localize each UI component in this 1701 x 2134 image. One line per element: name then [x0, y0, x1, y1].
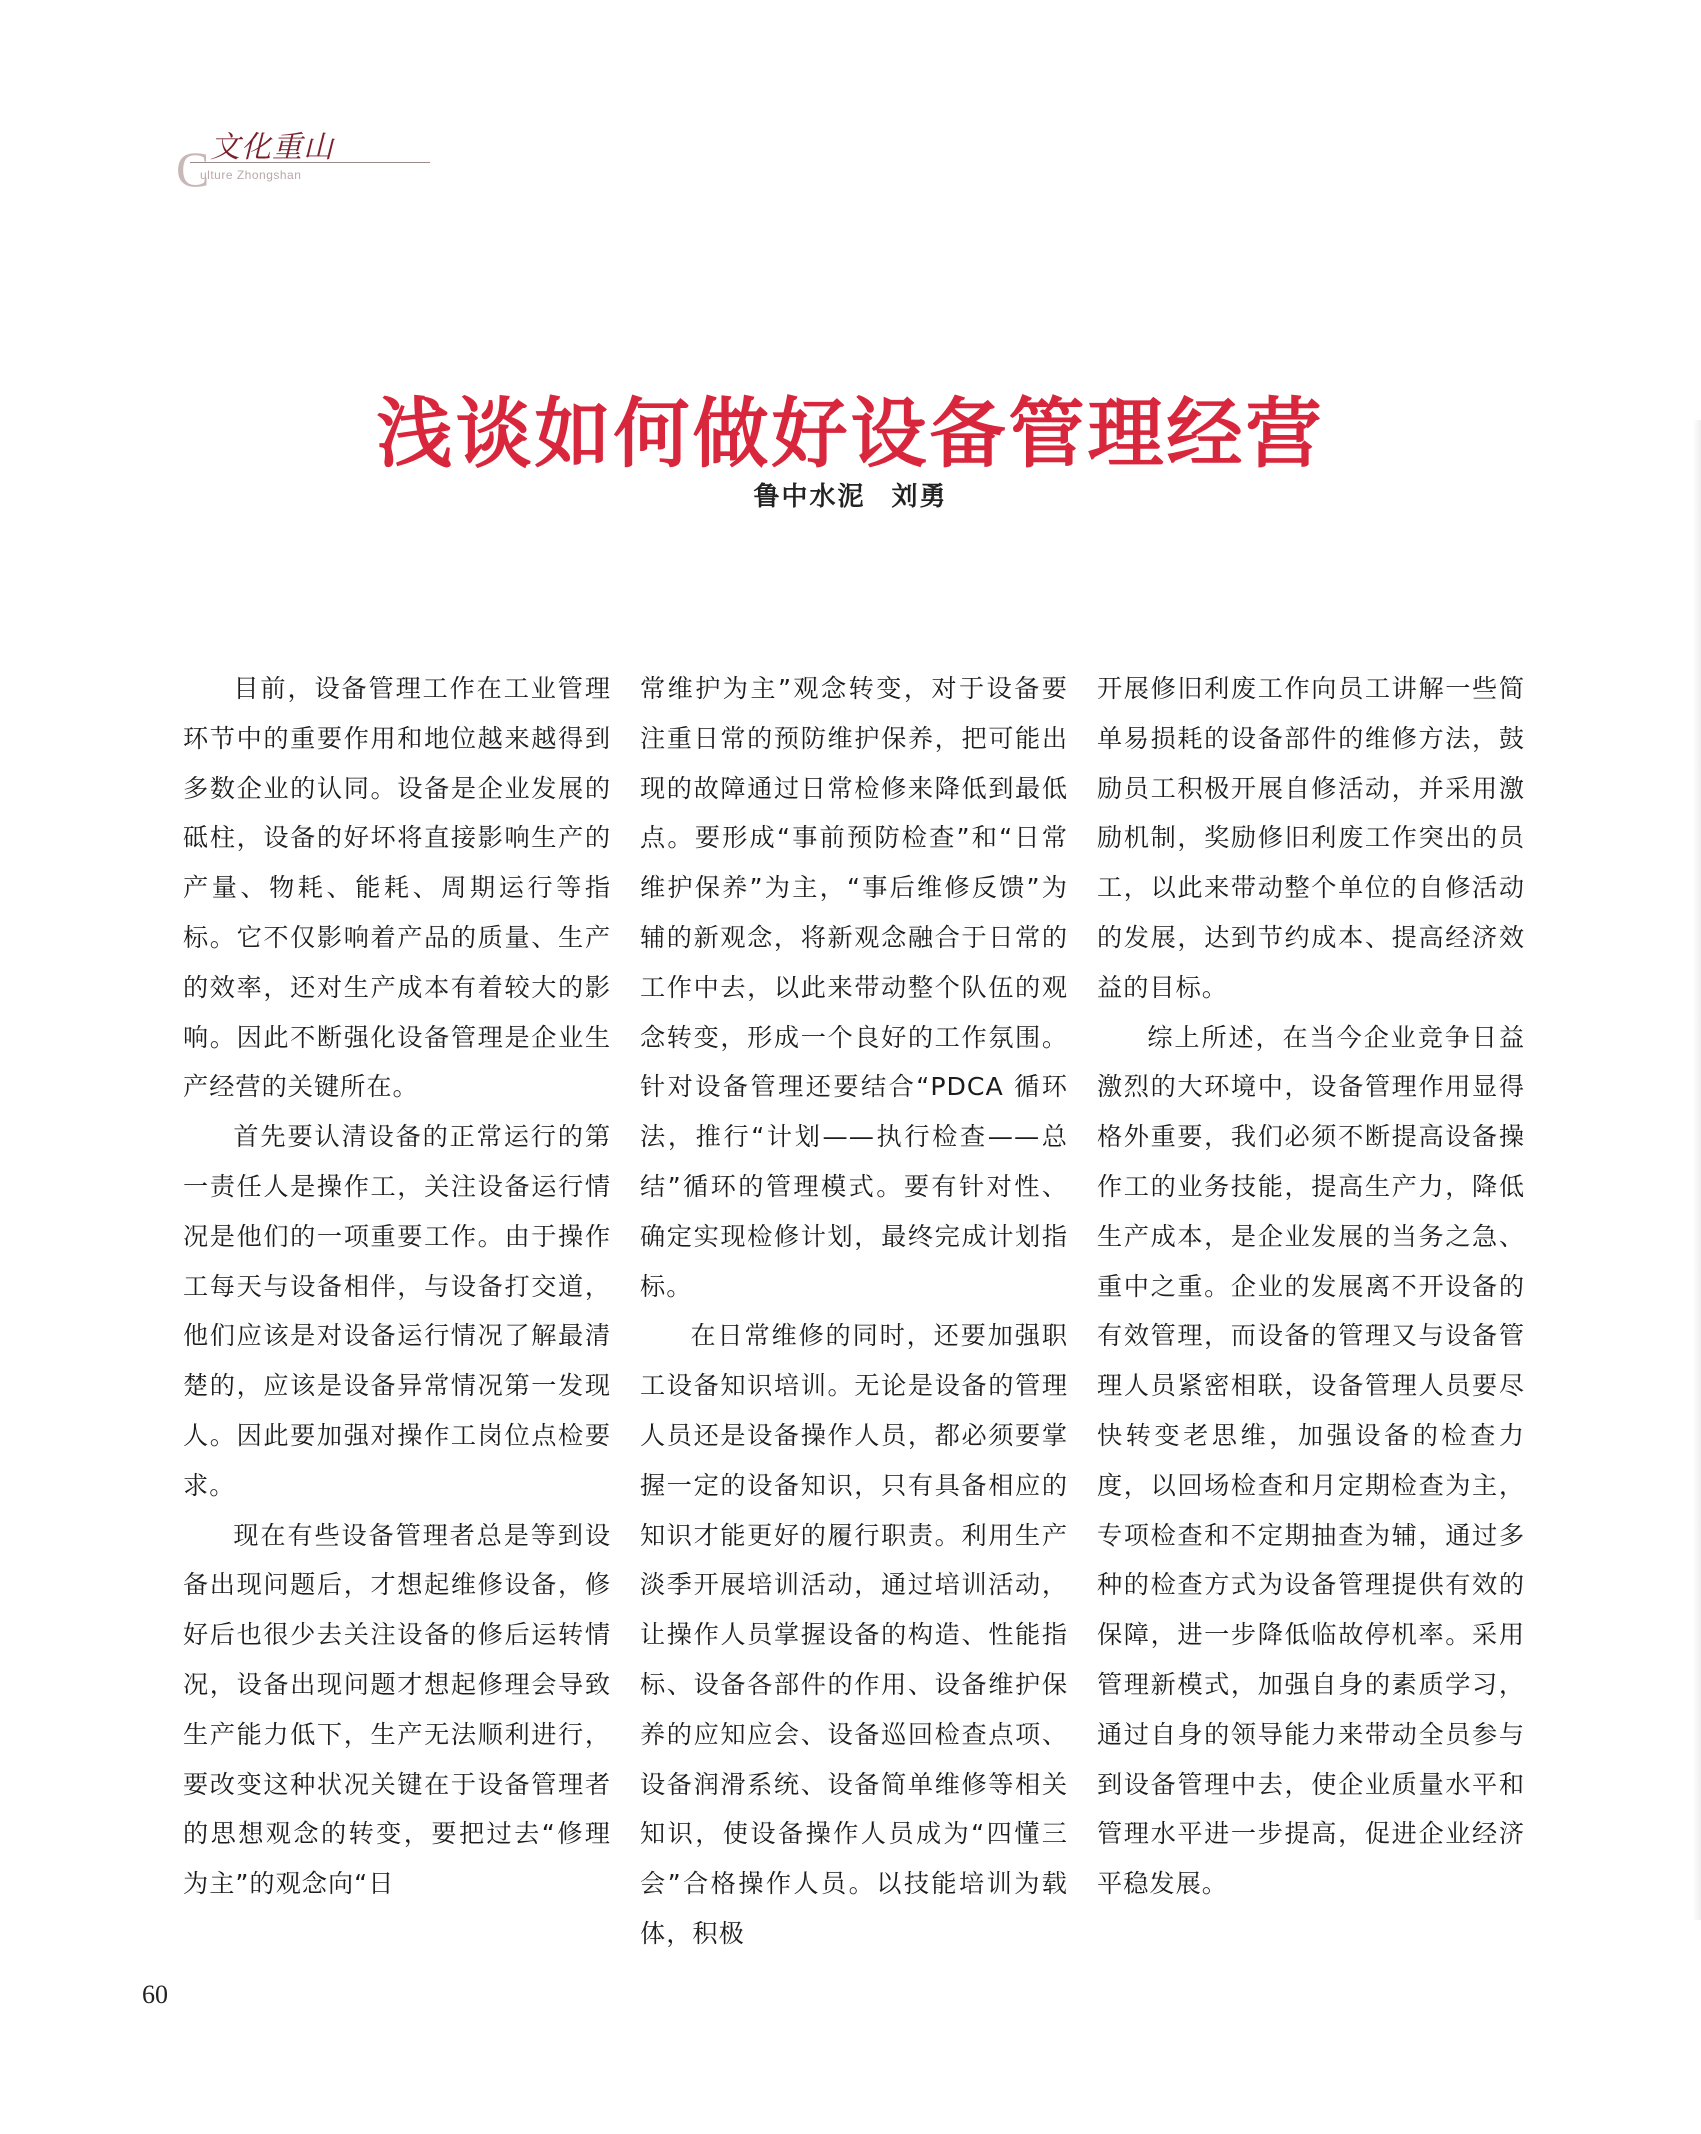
byline-source: 鲁中水泥	[753, 482, 866, 512]
article-title: 浅谈如何做好设备管理经营	[376, 388, 1325, 478]
masthead-english: ulture Zhongshan	[200, 168, 302, 182]
paragraph: 现在有些设备管理者总是等到设备出现问题后，才想起维修设备，修好后也很少去关注设备的修后运转情况，设备出现问题才想起修理会导致生产能力低下，生产无法顺利进行，要改变这种状况关键在于设备管理者的思想观念的转变，要把过去“修理为主”的观念向“日	[183, 1520, 611, 1899]
paragraph: 首先要认清设备的正常运行的第一责任人是操作工，关注设备运行情况是他们的一项重要工作。由于操作工每天与设备相伴，与设备打交道，他们应该是对设备运行情况了解最清楚的，应该是设备异常情况第一发现人。因此要加强对操作工岗位点检要求。	[183, 1122, 611, 1500]
text-column-3	[1097, 664, 1525, 1909]
page-edge-shadow	[1693, 420, 1701, 1920]
byline-author: 刘勇	[891, 482, 948, 512]
byline	[0, 476, 1701, 513]
paragraph: 综上所述，在当今企业竞争日益激烈的大环境中，设备管理作用显得格外重要，我们必须不断提高设备操作工的业务技能，提高生产力，降低生产成本，是企业发展的当务之急、重中之重。企业的发展离不开设备的有效管理，而设备的管理又与设备管理人员紧密相联，设备管理人员要尽快转变老思维，加强设备的检查力度，以回场检查和月定期检查为主，专项检查和不定期抽查为辅，通过多种的检查方式为设备管理提供有效的保障，进一步降低临故停机率。采用管理新模式，加强自身的素质学习，通过自身的领导能力来带动全员参与到设备管理中去，使企业质量水平和管理水平进一步提高，促进企业经济平稳发展。	[1097, 1022, 1525, 1899]
paragraph: 开展修旧利废工作向员工讲解一些简单易损耗的设备部件的维修方法，鼓励员工积极开展自修活动，并采用激励机制，奖励修旧利废工作突出的员工，以此来带动整个单位的自修活动的发展，达到节约成本、提高经济效益的目标。	[1097, 674, 1525, 1002]
text-column-1	[183, 664, 611, 1909]
page-number: 60	[142, 1980, 168, 2009]
masthead-rule	[190, 162, 430, 163]
text-column-2	[640, 664, 1068, 1959]
masthead-chinese: 文化重山	[210, 130, 334, 165]
paragraph: 目前，设备管理工作在工业管理环节中的重要作用和地位越来越得到多数企业的认同。设备是企业发展的砥柱，设备的好坏将直接影响生产的产量、物耗、能耗、周期运行等指标。它不仅影响着产品的质量、生产的效率，还对生产成本有着较大的影响。因此不断强化设备管理是企业生产经营的关键所在。	[183, 674, 611, 1102]
masthead-logo	[176, 118, 426, 197]
masthead-letter: C	[176, 141, 210, 197]
paragraph: 常维护为主”观念转变，对于设备要注重日常的预防维护保养，把可能出现的故障通过日常检修来降低到最低点。要形成“事前预防检查”和“日常维护保养”为主，“事后维修反馈”为辅的新观念，将新观念融合于日常的工作中去，以此来带动整个队伍的观念转变，形成一个良好的工作氛围。针对设备管理还要结合“PDCA 循环法，推行“计划——执行检查——总结”循环的管理模式。要有针对性、确定实现检修计划，最终完成计划指标。	[640, 674, 1068, 1301]
paragraph: 在日常维修的同时，还要加强职工设备知识培训。无论是设备的管理人员还是设备操作人员，都必须要掌握一定的设备知识，只有具备相应的知识才能更好的履行职责。利用生产淡季开展培训活动，通过培训活动，让操作人员掌握设备的构造、性能指标、设备各部件的作用、设备维护保养的应知应会、设备巡回检查点项、设备润滑系统、设备简单维修等相关知识，使设备操作人员成为“四懂三会”合格操作人员。以技能培训为载体，积极	[640, 1321, 1068, 1948]
